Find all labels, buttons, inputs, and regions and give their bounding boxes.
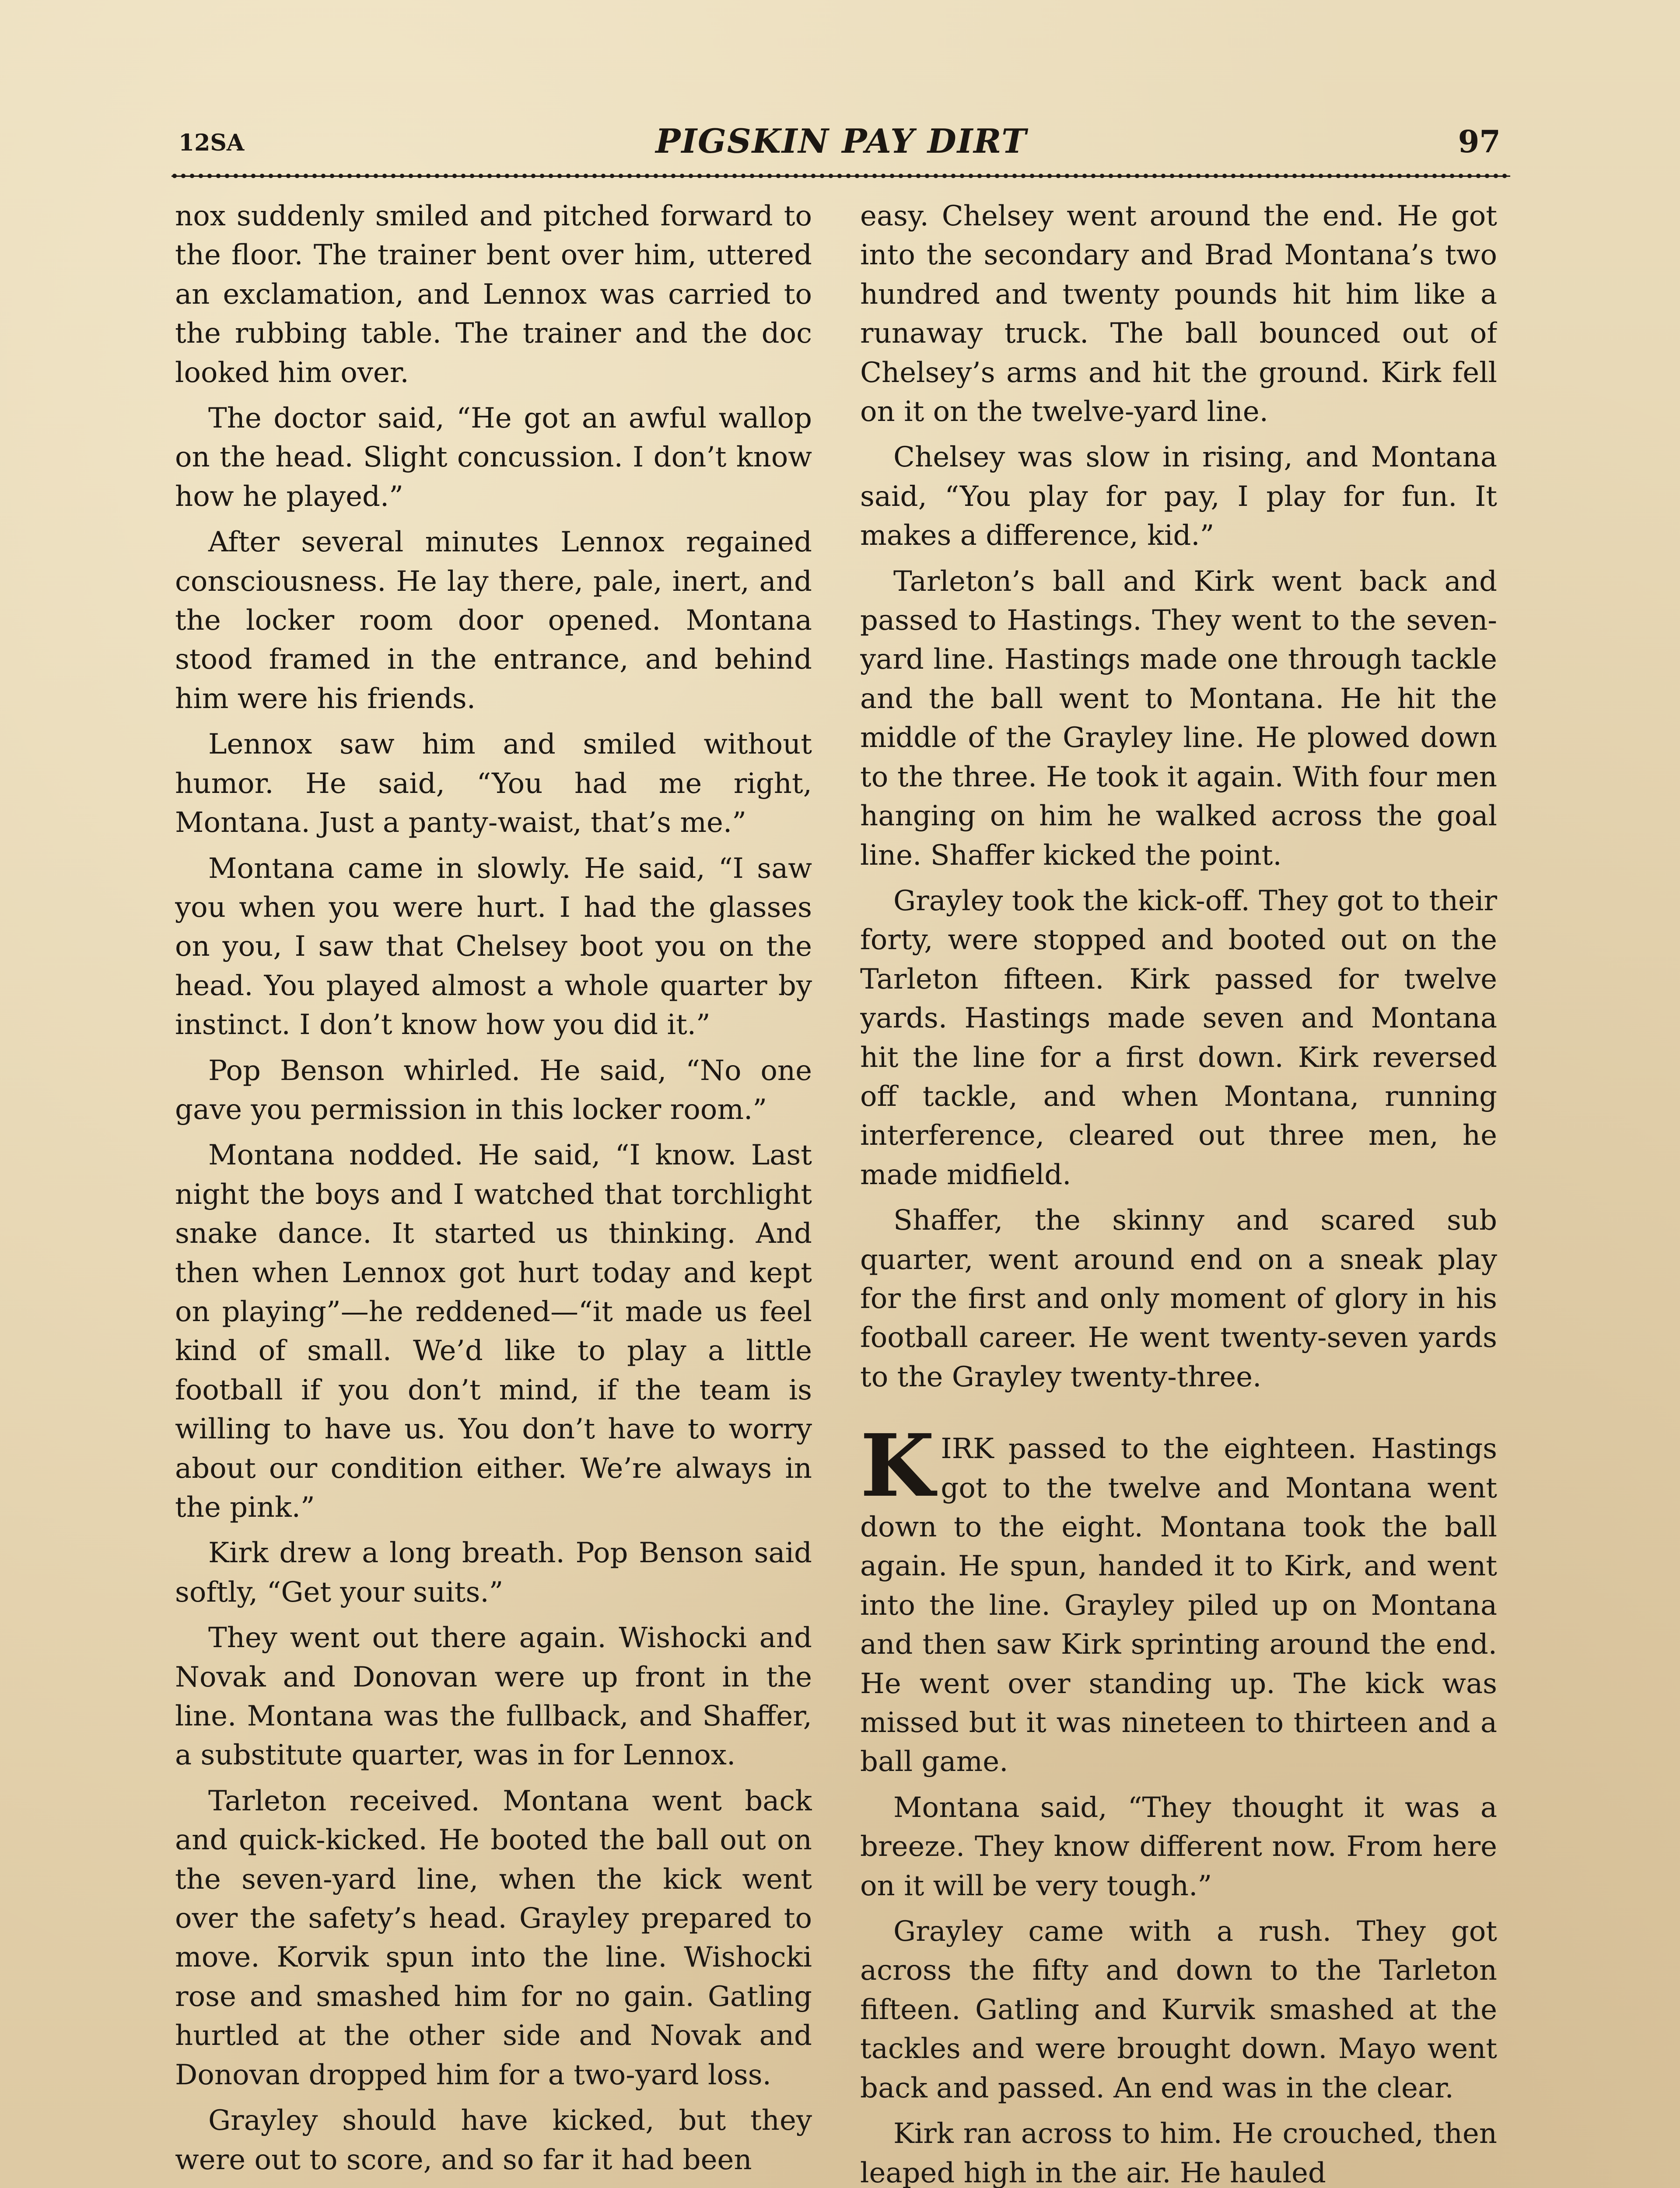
paragraph: Montana came in slowly. He said, “I saw you when you were hurt. I had the glasses on you, I saw that Chelsey boot you on the head. You played almost a whole quarter by instinct. I don’t know how you did it.” <box>175 852 812 1041</box>
drop-cap-letter: K <box>860 1416 935 1517</box>
paragraph: Tarleton received. Montana went back and quick-kicked. He booted the ball out on the seven-yard line, when the kick went over the safety’s head. Grayley prepared to move. Korvik spun into the line. Wishocki rose and smashed him for no gain. Gatling hurtled at the other side and Novak and Donovan dropped him for a two-yard loss. <box>175 1785 812 2091</box>
paragraph: easy. Chelsey went around the end. He got into the secondary and Brad Montana’s two hundred and twenty pounds hit him like a runaway truck. The ball bounced out of Chelsey’s arms and hit the ground. Kirk fell on it on the twelve-yard line. <box>860 200 1497 428</box>
header-dotted-rule <box>172 173 1510 179</box>
paragraph: Lennox saw him and smiled without humor. He said, “You had me right, Montana. Just a panty-waist, that’s me.” <box>175 728 812 839</box>
paragraph: Kirk ran across to him. He crouched, then leaped high in the air. He hauled <box>860 2118 1497 2188</box>
paragraph: nox suddenly smiled and pitched forward to the floor. The trainer bent over him, uttered an exclamation, and Lennox was carried to the rubbing table. The trainer and the doc looked him over. <box>175 200 812 389</box>
paragraph: After several minutes Lennox regained consciousness. He lay there, pale, inert, and the locker room door opened. Montana stood framed in the entrance, and behind him were his friends. <box>175 526 812 715</box>
story-title: PIGSKIN PAY DIRT <box>655 122 1027 161</box>
paragraph: Montana said, “They thought it was a breeze. They know different now. From here on it will be very tough.” <box>860 1791 1497 1902</box>
paragraph: The doctor said, “He got an awful wallop on the head. Slight concussion. I don’t know how he played.” <box>175 402 812 513</box>
paragraph: Kirk drew a long breath. Pop Benson said softly, “Get your suits.” <box>175 1537 812 1609</box>
issue-code: 12SA <box>178 130 245 156</box>
paragraph: Grayley took the kick-off. They got to their forty, were stopped and booted out on the Tarleton fifteen. Kirk passed for twelve yards. Hastings made seven and Montana hit the line for a first down. Kirk reversed off tackle, and when Montana, running interference, cleared out three men, he made midfield. <box>860 884 1497 1191</box>
paragraph: Chelsey was slow in rising, and Montana said, “You play for pay, I play for fun. It makes a difference, kid.” <box>860 441 1497 552</box>
paragraph: Grayley should have kicked, but they were out to score, and so far it had been <box>175 2104 812 2176</box>
right-column <box>860 197 1497 2188</box>
running-header <box>178 122 1504 170</box>
left-column <box>175 197 812 2188</box>
page-number: 97 <box>1458 123 1501 160</box>
paragraph: Tarleton’s ball and Kirk went back and passed to Hastings. They went to the seven-yard line. Hastings made one through tackle and the ball went to Montana. He hit the middle of the Grayley line. He plowed down to the three. He took it again. With four men hanging on him he walked across the goal line. Shaffer kicked the point. <box>860 565 1497 872</box>
paragraph: They went out there again. Wishocki and Novak and Donovan were up front in the line. Montana was the fullback, and Shaffer, a substitute quarter, was in for Lennox. <box>175 1622 812 1772</box>
paragraph: Grayley came with a rush. They got across the fifty and down to the Tarleton fifteen. Gatling and Kurvik smashed at the tackles and were brought down. Mayo went back and passed. An end was in the clear. <box>860 1915 1497 2104</box>
paragraph: Montana nodded. He said, “I know. Last night the boys and I watched that torchlight snake dance. It started us thinking. And then when Lennox got hurt today and kept on playing”—he reddened—“it made us feel kind of small. We’d like to play a little football if you don’t mind, if the team is willing to have us. You don’t have to worry about our condition either. We’re always in the pink.” <box>175 1139 812 1524</box>
drop-cap-text: IRK passed to the eighteen. Hastings got to the twelve and Montana went down to the eight. Montana took the ball again. He spun, handed it to Kirk, and went into the line. Grayley piled up on Montana and then saw Kirk sprinting around the end. He went over standing up. The kick was missed but it was nineteen to thirteen and a ball game. <box>860 1433 1497 1778</box>
paragraph: Shaffer, the skinny and scared sub quarter, went around end on a sneak play for the first and only moment of glory in his football career. He went twenty-seven yards to the Grayley twenty-three. <box>860 1204 1497 1393</box>
paragraph: Pop Benson whirled. He said, “No one gave you permission in this locker room.” <box>175 1054 812 1126</box>
section-break <box>860 1403 1497 1430</box>
drop-cap-paragraph <box>860 1416 1497 1782</box>
